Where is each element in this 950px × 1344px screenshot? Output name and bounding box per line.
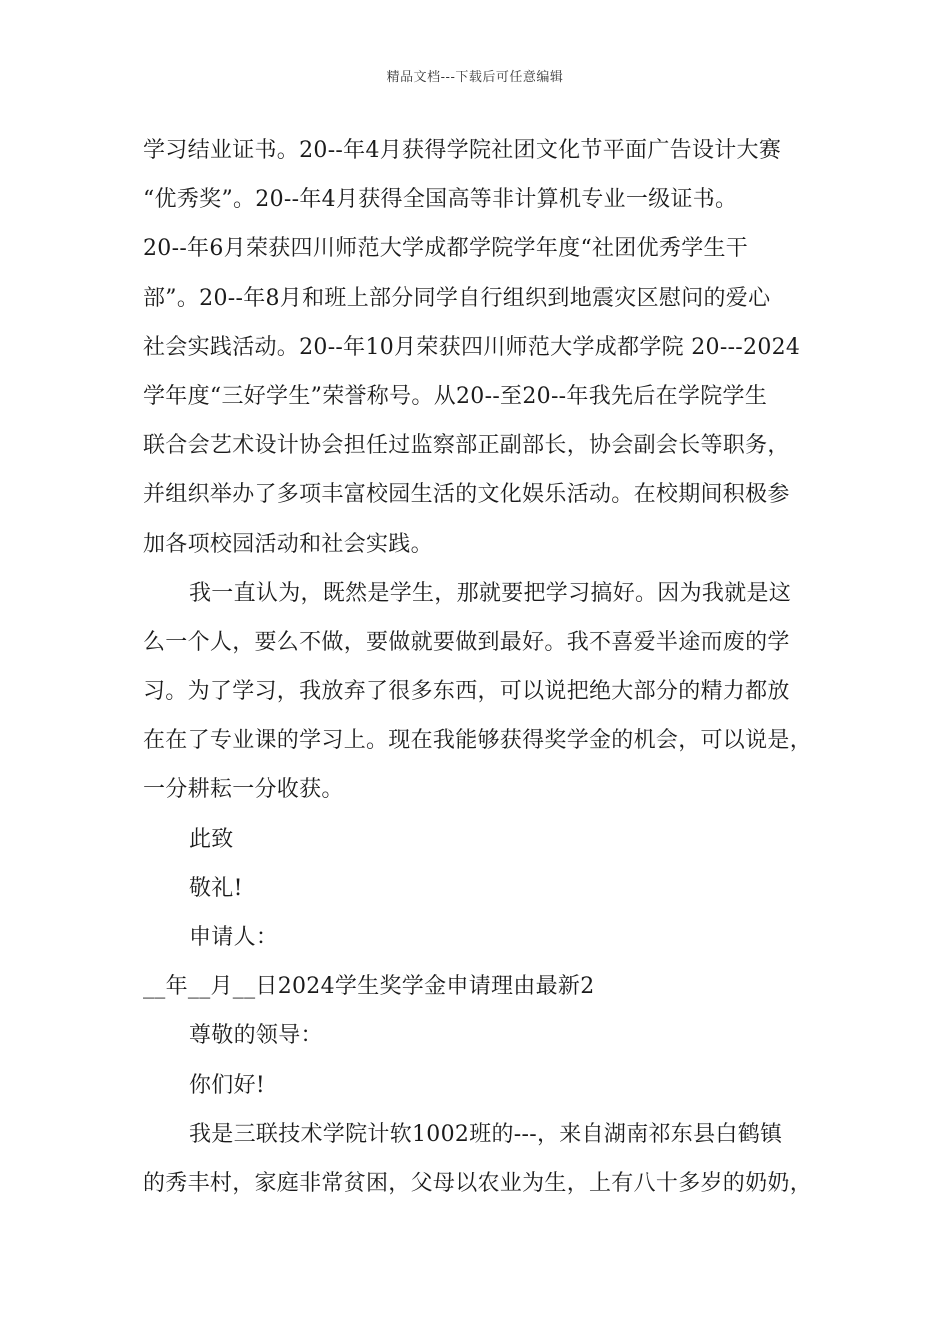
text-line: 加各项校园活动和社会实践。	[143, 531, 433, 557]
greeting-recipient: 尊敬的领导：	[189, 1023, 323, 1049]
applicant-label: 申请人：	[189, 925, 279, 950]
closing-salutation: 此致	[189, 826, 234, 852]
text-line: “优秀奖”。20--年4月获得全国高等非计算机专业一级证书。	[143, 187, 738, 213]
text-line: 么一个人，要么不做，要做就要做到最好。我不喜爱半途而废的学	[143, 629, 790, 655]
document-body	[143, 126, 833, 1208]
date-and-section-title: __年__月__日2024学生奖学金申请理由最新2	[143, 974, 595, 1000]
text-line: 联合会艺术设计协会担任过监察部正副部长，协会副会长等职务，	[143, 433, 790, 459]
greeting-hello: 你们好!	[189, 1072, 266, 1098]
paragraph-start-line: 我一直认为，既然是学生，那就要把学习搞好。因为我就是这	[189, 580, 792, 606]
text-line: 一分耕耘一分收获。	[143, 777, 344, 803]
text-line: 学习结业证书。20--年4月获得学院社团文化节平面广告设计大赛	[143, 138, 782, 163]
text-line: 20--年6月荣获四川师范大学成都学院学年度“社团优秀学生干	[143, 236, 749, 262]
closing-respect: 敬礼!	[189, 875, 243, 901]
text-line: 部”。20--年8月和班上部分同学自行组织到地震灾区慰问的爱心	[143, 285, 771, 311]
text-line: 习。为了学习，我放弃了很多东西，可以说把绝大部分的精力都放	[143, 679, 790, 705]
text-line: 的秀丰村，家庭非常贫困，父母以农业为生，上有八十多岁的奶奶，	[143, 1170, 813, 1196]
paragraph-start-line: 我是三联技术学院计软1002班的---，来自湖南祁东县白鹤镇	[189, 1121, 783, 1147]
text-line: 社会实践活动。20--年10月荣获四川师范大学成都学院 20---2024	[143, 334, 801, 360]
text-line: 并组织举办了多项丰富校园生活的文化娱乐活动。在校期间积极参	[143, 482, 790, 508]
text-line: 在在了专业课的学习上。现在我能够获得奖学金的机会，可以说是，	[143, 728, 813, 754]
text-line: 学年度“三好学生”荣誉称号。从20--至20--年我先后在学院学生	[143, 383, 768, 409]
header-note: 精品文档---下载后可任意编辑	[386, 70, 564, 85]
